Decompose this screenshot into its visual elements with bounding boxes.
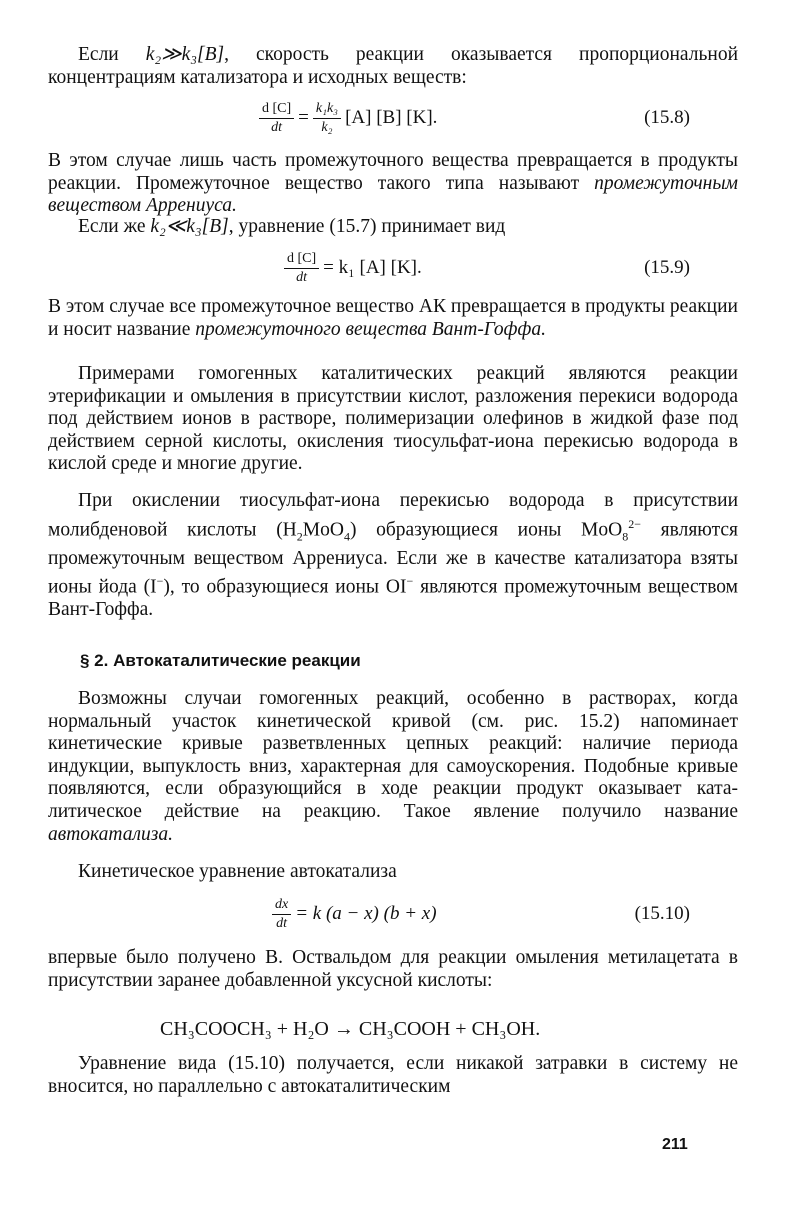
- p6-ion-sub: 8: [622, 528, 629, 543]
- equation-15-8: [0, 93, 804, 143]
- eq-15-8-lhs-numerator: d [C]: [259, 101, 294, 119]
- p1-before: Если: [78, 44, 146, 65]
- p6-text-d: являются промежуточным веществом Аррениуса. Если же в качестве катализатора взяты ионы йода (I: [48, 519, 738, 598]
- paragraph-equation-type: [48, 1053, 738, 1098]
- eq-15-8-number: (15.8): [644, 107, 690, 128]
- eq-15-9-number: (15.9): [644, 257, 690, 278]
- paragraph-arrhenius: [48, 150, 738, 218]
- eq-15-10-lhs-denominator: dt: [276, 915, 288, 931]
- paragraph-opposite-case: [48, 216, 738, 239]
- paragraph-examples: [48, 363, 738, 476]
- eq-15-10-rhs: = k (a − x) (b + x): [295, 903, 437, 924]
- p6-oi-charge: −: [406, 574, 414, 589]
- paragraph-ostwald: [48, 947, 738, 992]
- eq-15-10-lhs-fraction: [272, 897, 291, 932]
- eq-15-10-lhs-numerator: dx: [272, 897, 291, 915]
- p4-italic: промежуточного вещества Вант-Гоффа.: [195, 318, 546, 340]
- p3-before: Если же: [78, 216, 151, 237]
- equation-15-9: [0, 243, 804, 293]
- reaction-equation: CH₃COOCH₃ + H₂O → CH₃COOH + CH₃OH.: [160, 1018, 541, 1040]
- p5-text: Примерами гомогенных каталитических реакций являются реакции этерификации и омыления в присутствии кислот, разложения перекиси водорода под действием ионов в растворе, полимеризации олефинов в жидкой фазе под действием серной кислоты, окисления тиосульфат-иона перекисью водорода в кислой среде и многие другие.: [48, 363, 738, 475]
- p6-ion-charge: 2−: [628, 516, 642, 531]
- p6-text-c: ) образующиеся ионы MoO: [349, 519, 623, 541]
- p1-after: , скорость реакции оказывается пропорциональной концентрациям катализатора и исходных веществ:: [48, 44, 739, 88]
- section-heading: § 2. Автокаталитические реакции: [80, 651, 361, 670]
- p4-text: В этом случае все промежуточное вещество АК превращается в продукты реакции и носит название: [48, 296, 738, 340]
- p7-italic: автокатализа.: [48, 823, 173, 845]
- p7-text: Возможны случаи гомогенных реакций, особенно в растворах, когда нормальный участок кинетической кривой (см. рис. 15.2) напоминает кинетические кривые разветвленных цепных реакций: наличие периода индукции, выпуклость вниз, характерная для самоускорения. Подобные кривые появляются, если образующийся в ходе реакции продукт оказывает каталитическое действие на реакцию. Такое явление получило название: [48, 688, 738, 822]
- paragraph-autocatalysis-intro: [48, 688, 738, 846]
- p6-text-b: MoO: [302, 519, 344, 541]
- eq-15-9-lhs-denominator: dt: [296, 269, 308, 285]
- p8-text: Кинетическое уравнение автокатализа: [78, 861, 397, 882]
- eq-15-8-lhs-fraction: [259, 101, 294, 136]
- eq-15-8-rate-denominator: k₂: [321, 119, 333, 135]
- p1-condition: k₂≫k₃[B]: [145, 44, 225, 65]
- paragraph-vant-hoff: [48, 296, 738, 341]
- equation-15-10: [0, 889, 804, 939]
- p6-sub-h2: 2: [296, 528, 303, 543]
- p2-text: В этом случае лишь часть промежуточного вещества превращается в продукты реакции. Промежуточное вещество такого типа называют: [48, 150, 738, 194]
- p10-text: Уравнение вида (15.10) получается, если никакой затравки в систему не вносится, но параллельно с автокаталитическим: [48, 1053, 738, 1097]
- paragraph-kinetic-equation: [48, 861, 738, 884]
- eq-15-10-number: (15.10): [634, 903, 690, 924]
- p3-condition: k₂≪k₃[B]: [150, 216, 229, 237]
- p6-sub-o4: 4: [343, 528, 350, 543]
- p6-text-f: являются промежуточным веществом Вант-Гоффа.: [48, 576, 738, 621]
- eq-15-9-rhs: = k₁ [A] [K].: [323, 257, 422, 278]
- eq-15-8-equals: =: [298, 107, 309, 128]
- eq-15-8-rest: [A] [B] [K].: [345, 107, 438, 128]
- paragraph-catalyst-proportional: [48, 44, 738, 89]
- eq-15-9-lhs-numerator: d [C]: [284, 251, 319, 269]
- eq-15-8-rate-fraction: [313, 101, 341, 136]
- p3-after: , уравнение (15.7) принимает вид: [228, 216, 506, 237]
- p6-text-e: ), то образующиеся ионы OI: [163, 576, 407, 598]
- paragraph-thiosulfate: [48, 490, 738, 622]
- p2-italic: промежуточным веществом Аррениуса.: [48, 172, 738, 217]
- eq-15-8-rate-numerator: k₁k₃: [313, 101, 341, 119]
- eq-15-8-lhs-denominator: dt: [271, 119, 283, 135]
- p6-text-a: При окислении тиосульфат-иона перекисью водорода в присутствии молибденовой кислоты (H: [48, 490, 738, 541]
- page-number: 211: [662, 1136, 688, 1153]
- p9-text: впервые было получено В. Оствальдом для реакции омыления метилацетата в присутствии заранее добавленной уксусной кислоты:: [48, 947, 738, 991]
- p6-iodide-charge: −: [156, 574, 164, 589]
- eq-15-9-lhs-fraction: [284, 251, 319, 286]
